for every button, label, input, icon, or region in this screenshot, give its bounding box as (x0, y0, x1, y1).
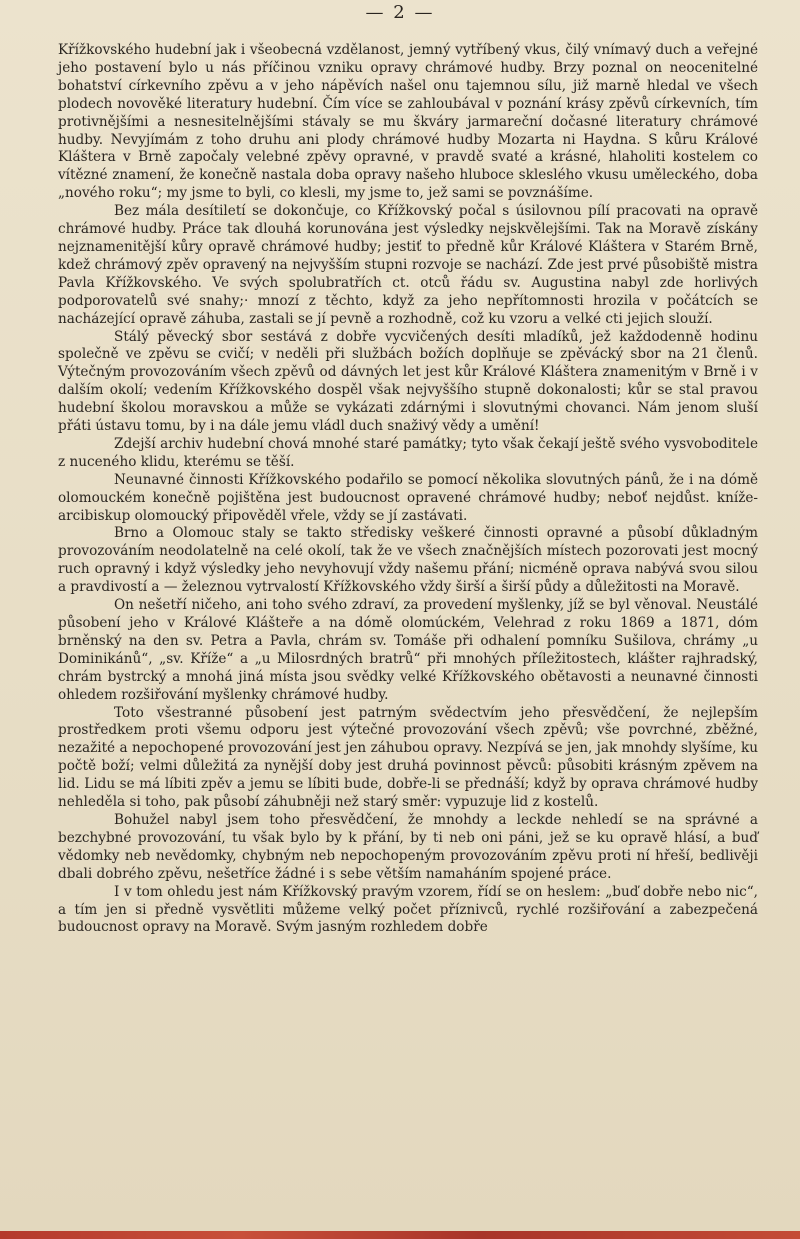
body-text (58, 42, 758, 937)
paragraph: Křížkovského hudební jak i všeobecná vzdělanost, jemný vytříbený vkus, čilý vnímavý duch a veřejné jeho postavení bylo u nás příčinou vzniku opravy chrámové hudby. Brzy poznal on neocenitelné bohatství církevního zpěvu a v jeho nápěvích našel onu tajemnou sílu, již marně hledal ve všech plodech novověké literatury hudební. Čím více se zahloubával v poznání krásy zpěvů církevních, tím protivnějšími a nesnesitelnějšími stávaly se mu škváry jarmareční dočasné literatury chrámové hudby. Nevyjímám z toho druhu ani plody chrámové hudby Mozarta ni Haydna. S kůru Králové Kláštera v Brně započaly velebné zpěvy opravné, v pravdě svaté a krásné, hlaholiti kostelem co vítězné znamení, že konečně nastala doba opravy našeho hluboce skleslého vkusu uměleckého, doba „nového roku“; my jsme to byli, co klesli, my jsme to, jež sami se povznášíme. (58, 42, 758, 202)
paragraph: Brno a Olomouc staly se takto středisky veškeré činnosti opravné a působí důkladným provozováním neodolatelně na celé okolí, tak že ve všech značnějších místech pozorovati jest mocný ruch opravný i když výsledky jeho nevyhovují vždy našemu přání; nicméně oprava nabývá svou silou a pravdivostí a — železnou vytrvalostí Křížkovského vždy širší a širší půdy a důležitosti na Moravě. (58, 525, 758, 596)
paragraph: On nešetří ničeho, ani toho svého zdraví, za provedení myšlenky, jíž se byl věnoval. Neustálé působení jeho v Králové Klášteře a na dómě olomúckém, Velehrad z roku 1869 a 1871, dóm brněnský na den sv. Petra a Pavla, chrám sv. Tomáše při odhalení pomníku Sušilova, chrámy „u Dominikánů“, „sv. Kříže“ a „u Milosrdných bratrů“ při mnohých příležitostech, klášter rajhradský, chrám bystrcký a mnohá jiná místa jsou svědky velké Křížkovského obětavosti a neunavné činnosti ohledem rozšiřování myšlenky chrámové hudby. (58, 597, 758, 703)
paragraph: Stálý pěvecký sbor sestává z dobře vycvičených desíti mladíků, jež každodenně hodinu společně ve zpěvu se cvičí; v neděli při službách božích doplňuje se zpěvácký sbor na 21 členů. Výtečným provozováním všech zpěvů od dávných let jest kůr Králové Kláštera znamenitým v Brně i v dalším okolí; vedením Křížkovského dospěl však nejvyššího stupně dokonalosti; kůr se stal pravou hudební školou moravskou a může se vykázati zdárnými i slovutnými chovanci. Nám jenom sluší přáti ústavu tomu, by i na dále jemu vládl duch snaživý vědy a umění! (58, 328, 758, 435)
page-number: — 2 — (365, 2, 435, 23)
paragraph: Toto všestranné působení jest patrným svědectvím jeho přesvědčení, že nejlepším prostředkem proti všemu odporu jest výtečné provozování všech zpěvů; vše povrchné, zběžné, nezažité a nepochopené provozování jest jen záhubou opravy. Nezpívá se jen, jak mnohdy slyšíme, ku počtě boží; velmi důležitá za nynější doby jest druhá povinnost pěvců: působiti krásným zpěvem na lid. Lidu se má líbiti zpěv a jemu se líbiti bude, dobře-li se přednáší; když by oprava chrámové hudby nehleděla si toho, pak působí záhubněji než starý směr: vypuzuje lid z kostelů. (58, 704, 758, 811)
paragraph: Neunavné činnosti Křížkovského podařilo se pomocí několika slovutných pánů, že i na dómě olomouckém konečně pojištěna jest budoucnost opravené chrámové hudby; neboť nejdůst. kníže-arcibiskup olomoucký připověděl vřele, vždy se jí zastávati. (58, 471, 758, 524)
paragraph: Zdejší archiv hudební chová mnohé staré památky; tyto však čekají ještě svého vysvoboditele z nuceného klidu, kterému se těší. (58, 435, 758, 470)
paragraph: Bez mála desítiletí se dokončuje, co Křížkovský počal s úsilovnou pílí pracovati na opravě chrámové hudby. Práce tak dlouhá korunována jest výsledky nejskvělejšími. Tak na Moravě získány nejznamenitější kůry opravě chrámové hudby; jestiť to předně kůr Králové Kláštera v Starém Brně, kdež chrámový zpěv opravený na nejvyšším stupni rozvoje se nachází. Zde jest prvé působiště mistra Pavla Křížkovského. Ve svých spolubratřích ct. otců řádu sv. Augustina nabyl zde horlivých podporovatelů své snahy;· mnozí z těchto, když za jeho nepřítomnosti hrozila v počátcích se nacházející opravě záhuba, zastali se jí pevně a rozhodně, což ku vzoru a velké cti jejich slouží. (58, 203, 758, 327)
page-bottom-edge (0, 1231, 800, 1239)
paragraph: I v tom ohledu jest nám Křížkovský pravým vzorem, řídí se on heslem: „buď dobře nebo nic“, a tím jen si předně vysvětliti můžeme velký počet příznivců, rychlé rozšiřování a zabezpečená budoucnost opravy na Moravě. Svým jasným rozhledem dobře (58, 883, 758, 936)
paragraph: Bohužel nabyl jsem toho přesvědčení, že mnohdy a leckde nehledí se na správné a bezchybné provozování, tu však bylo by k přání, by ti neb oni páni, jež se ku opravě hlásí, a buď vědomky neb nevědomky, chybným neb nepochopeným provozováním zpěvu proti ní hřeší, bedlivěji dbali dobrého zpěvu, nešetříce žádné i s sebe větším namaháním spojené práce. (58, 811, 758, 882)
